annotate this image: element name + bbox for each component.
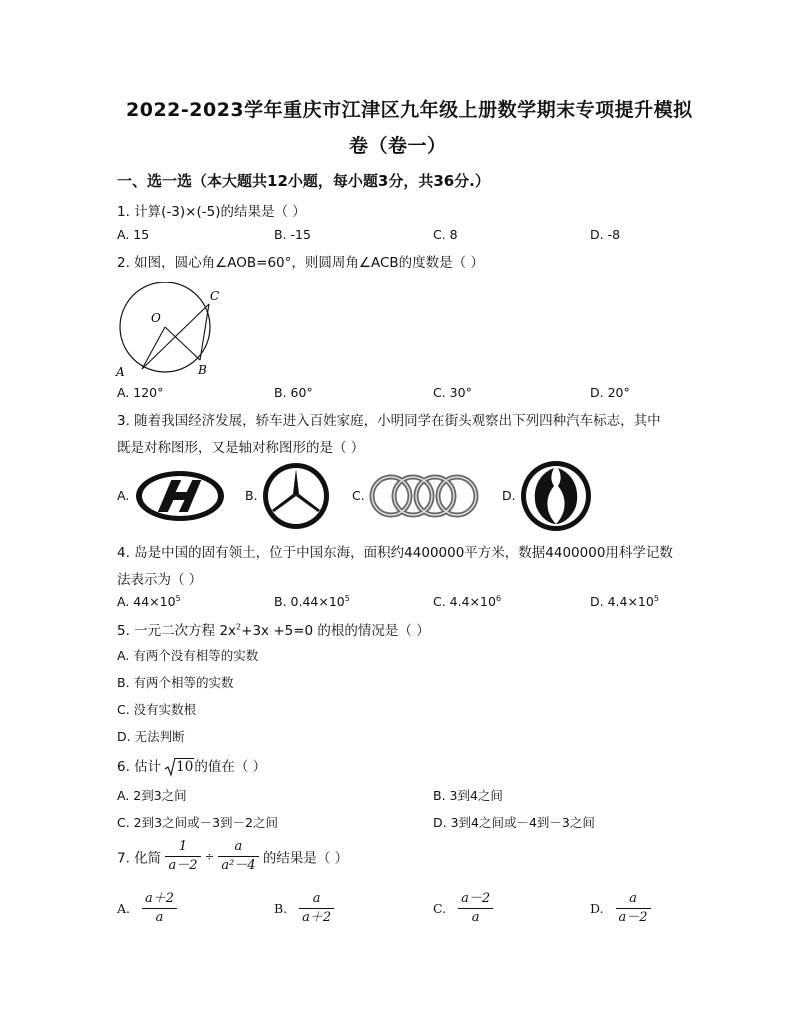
dongfeng-logo-icon <box>520 460 592 532</box>
mercedes-logo-icon <box>262 462 330 530</box>
segment-bc <box>200 304 209 360</box>
q7-option-a: A. $\frac{a+2}{a}$ <box>117 890 177 927</box>
q1-option-d: D. -8 <box>590 227 621 242</box>
q5-option-b: B. 有两个相等的实数 <box>117 675 234 690</box>
sqrt-symbol: 10 <box>164 759 194 775</box>
q6-option-a: A. 2到3之间 <box>117 788 187 803</box>
q6-option-d: D. 3到4之间或－4到－3之间 <box>433 815 595 830</box>
q4-option-d: D. $4.4\times 10^5$ <box>590 594 659 610</box>
question-4-line1: 4. 岛是中国的固有领土，位于中国东海，面积约4400000平方米，数据4400000用科学记数 <box>117 545 673 561</box>
q5-option-d: D. 无法判断 <box>117 729 185 744</box>
section-heading: 一、选一选（本大题共12小题，每小题3分，共36分.） <box>117 172 490 190</box>
q7-option-d: D. $\frac{a}{a-2}$ <box>590 890 651 927</box>
label-c: C <box>210 289 220 303</box>
q4-option-c: C. $4.4\times 10^6$ <box>433 594 502 610</box>
q7-option-c: C. $\frac{a-2}{a}$ <box>433 890 493 927</box>
q6-option-c: C. 2到3之间或－3到－2之间 <box>117 815 278 830</box>
label-b: B <box>198 363 207 377</box>
q4-option-a: A. $44\times 10^5$ <box>117 594 181 610</box>
label-o: O <box>151 311 161 325</box>
q1-option-c: C. 8 <box>433 227 458 242</box>
segment-ob <box>165 327 200 360</box>
q3-option-d-label: D. <box>502 488 516 503</box>
circle-figure <box>110 282 230 378</box>
page-title-line1: 2022-2023学年重庆市江津区九年级上册数学期末专项提升模拟 <box>126 99 693 121</box>
page-title-line2: 卷（卷一） <box>349 135 447 157</box>
q7-fraction-2: $\frac{a}{\text{a²－4}}$ <box>218 838 258 875</box>
q1-option-a: A. 15 <box>117 227 150 242</box>
question-2: 2. 如图，圆心角∠AOB=60°，则圆周角∠ACB的度数是（ ） <box>117 255 484 271</box>
q2-option-c: C. 30° <box>433 385 472 400</box>
question-3-line2: 既是对称图形，又是轴对称图形的是（ ） <box>117 440 365 456</box>
question-7: 7. 化简 $\frac{1}{a-2}$ ÷ $\frac{a}{\text{a²－4}}$ 的结果是（ ） <box>117 839 349 873</box>
q2-option-d: D. 20° <box>590 385 630 400</box>
q3-option-b-label: B. <box>245 488 258 503</box>
label-a: A <box>116 365 125 378</box>
q3-option-c-label: C. <box>352 488 365 503</box>
audi-rings-logo-icon <box>368 470 480 522</box>
q7-option-b: B. $\frac{a}{a+2}$ <box>274 890 334 927</box>
q5-option-c: C. 没有实数根 <box>117 702 197 717</box>
question-3-line1: 3. 随着我国经济发展，轿车进入百姓家庭，小明同学在街头观察出下列四种汽车标志，其中 <box>117 413 661 429</box>
question-5: 5. 一元二次方程 $2x^2+3x +5=0$ 的根的情况是（ ） <box>117 622 430 639</box>
q1-option-b: B. -15 <box>274 227 311 242</box>
q3-option-a-label: A. <box>117 488 130 503</box>
hyundai-logo-icon <box>134 468 226 524</box>
q6-option-b: B. 3到4之间 <box>433 788 503 803</box>
q5-option-a: A. 有两个没有相等的实数 <box>117 648 259 663</box>
question-4-line2: 法表示为（ ） <box>117 572 203 588</box>
question-6: 6. 估计 10的值在（ ） <box>117 759 267 775</box>
segment-oa <box>142 327 165 369</box>
q7-fraction-1: $\frac{1}{a-2}$ <box>165 838 200 875</box>
q2-option-b: B. 60° <box>274 385 313 400</box>
question-1: 1. 计算(-3)×(-5)的结果是（ ） <box>117 204 306 220</box>
q2-option-a: A. 120° <box>117 385 164 400</box>
q4-option-b: B. $0.44\times 10^5$ <box>274 594 350 610</box>
